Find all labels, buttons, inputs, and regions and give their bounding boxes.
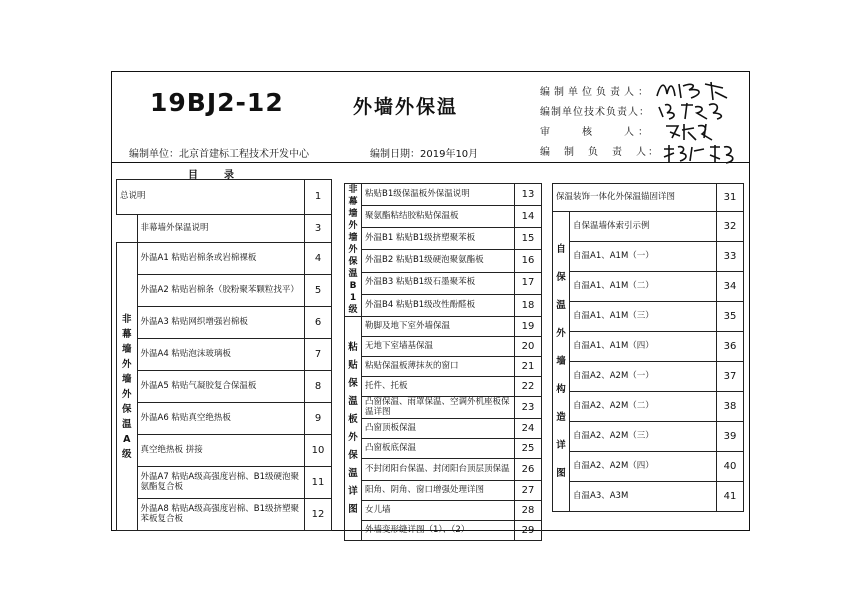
toc-entry-page: 33 [717,242,744,272]
toc-entry-page: 36 [717,332,744,362]
toc-entry-page: 11 [305,467,332,499]
toc-entry-page: 20 [515,337,542,357]
toc-entry-title: 托件、托板 [362,377,515,397]
role-tech-head: 编制单位技术负责人： [540,107,650,118]
toc-entry-title: 不封闭阳台保温、封闭阳台顶层顶保温 [362,459,515,481]
table-row [553,362,744,392]
table-row [117,371,332,403]
toc-entry-page: 32 [717,212,744,242]
toc-entry-title: 外墙变形缝详图（1）、（2） [362,521,515,541]
toc-entry-page: 12 [305,499,332,531]
toc-entry-title: 自温A2、A2M（二） [570,392,717,422]
toc-entry-page: 10 [305,435,332,467]
toc-entry-page: 17 [515,272,542,294]
toc-entry-title: 自温A1、A1M（三） [570,302,717,332]
toc-entry-title: 粘贴保温板薄抹灰的窗口 [362,357,515,377]
role-unit-head: 编制单位负责人： [540,87,652,98]
toc-entry-page: 24 [515,419,542,439]
header-divider [111,162,750,163]
toc-entry-page: 9 [305,403,332,435]
table-row [345,521,542,541]
toc-entry-page: 5 [305,275,332,307]
table-row [345,397,542,419]
toc-entry-page: 15 [515,228,542,250]
table-row [553,422,744,452]
toc-entry-page: 23 [515,397,542,419]
toc-entry-title: 自温A2、A2M（三） [570,422,717,452]
toc-entry-title: 外温B1 粘贴B1级挤塑聚苯板 [362,228,515,250]
table-row [345,459,542,481]
toc-entry-page: 25 [515,439,542,459]
table-row [117,435,332,467]
table-row [117,275,332,307]
toc-entry-page: 21 [515,357,542,377]
role-reviewer: 审 核 人： [540,127,652,138]
toc-entry-page: 27 [515,481,542,501]
table-row [345,272,542,294]
table-row [345,439,542,459]
toc-entry-title: 粘贴B1级保温板外保温说明 [362,184,515,206]
role-chief-editor: 编 制 负 责 人： [540,147,660,158]
toc-entry-page: 41 [717,482,744,512]
toc-entry-title: 自温A2、A2M（一） [570,362,717,392]
toc-entry-title: 自温A3、A3M [570,482,717,512]
toc-entry-title: 外温B4 粘贴B1级改性酚醛板 [362,294,515,316]
table-row [553,332,744,362]
toc-table-left [116,179,332,531]
toc-entry-page: 6 [305,307,332,339]
toc-entry-title: 凸窗顶板保温 [362,419,515,439]
toc-entry-page: 35 [717,302,744,332]
table-row [345,250,542,272]
table-row [345,294,542,316]
atlas-code: 19BJ2-12 [150,88,284,117]
table-row [345,357,542,377]
table-row [345,317,542,337]
toc-heading: 目录 [188,170,260,181]
toc-entry-title: 外温A6 粘贴真空绝热板 [137,403,305,435]
atlas-title: 外墙外保温 [353,96,459,118]
toc-entry-title: 阳角、阴角、窗口增强处理详图 [362,481,515,501]
toc-entry-page: 8 [305,371,332,403]
toc-entry-title: 真空绝热板 拼接 [137,435,305,467]
toc-entry-page: 31 [717,184,744,212]
toc-entry-title: 聚氨酯粘结胶粘贴保温板 [362,206,515,228]
compiling-unit: 编制单位：北京首建标工程技术开发中心 [129,149,309,160]
group-label: 粘贴保温板外保温详图 [345,317,362,541]
toc-entry-page: 29 [515,521,542,541]
toc-entry-title: 勒脚及地下室外墙保温 [362,317,515,337]
table-row [345,377,542,397]
table-row [117,180,332,215]
toc-entry-page: 19 [515,317,542,337]
toc-entry-page: 34 [717,272,744,302]
toc-entry-title: 非幕墙外保温说明 [137,215,305,243]
table-row [345,184,542,206]
toc-entry-page: 37 [717,362,744,392]
toc-entry-title: 无地下室墙基保温 [362,337,515,357]
toc-entry-page: 38 [717,392,744,422]
table-row [345,419,542,439]
toc-entry-page: 40 [717,452,744,482]
table-row [117,339,332,371]
table-row [553,302,744,332]
table-row [345,501,542,521]
toc-entry-page: 3 [305,215,332,243]
table-row [117,307,332,339]
toc-entry-page: 26 [515,459,542,481]
toc-entry-page: 13 [515,184,542,206]
toc-entry-title: 自温A1、A1M（四） [570,332,717,362]
toc-entry-page: 1 [305,180,332,215]
toc-table-middle [344,183,542,541]
table-row [345,337,542,357]
toc-entry-page: 28 [515,501,542,521]
toc-entry-title: 自保温墙体索引示例 [570,212,717,242]
toc-entry-title: 自温A1、A1M（一） [570,242,717,272]
toc-table-right [552,183,744,512]
toc-entry-page: 39 [717,422,744,452]
toc-entry-page: 22 [515,377,542,397]
toc-entry-title: 外温A7 粘贴A级高强度岩棉、B1级硬泡聚氨酯复合板 [137,467,305,499]
compiling-date: 编制日期：2019年10月 [370,149,479,160]
toc-entry-title: 外温A2 粘贴岩棉条（胶粉聚苯颗粒找平） [137,275,305,307]
toc-entry-title: 外温A1 粘贴岩棉条或岩棉裸板 [137,243,305,275]
table-row [553,272,744,302]
table-row [345,228,542,250]
group-label: 非幕墙外墙外保温A级 [117,243,138,531]
table-row [553,392,744,422]
toc-entry-title: 外温A5 粘贴气凝胶复合保温板 [137,371,305,403]
table-row [345,481,542,501]
table-row [553,242,744,272]
group-label: 自保温外墙构造详图 [553,212,570,512]
table-row [553,452,744,482]
toc-entry-title: 凸窗板底保温 [362,439,515,459]
toc-entry-title: 保温装饰一体化外保温锚固详图 [553,184,717,212]
table-row [117,215,332,243]
toc-entry-title: 外温B3 粘贴B1级石墨聚苯板 [362,272,515,294]
toc-entry-page: 4 [305,243,332,275]
toc-entry-page: 14 [515,206,542,228]
toc-entry-title: 女儿墙 [362,501,515,521]
toc-entry-page: 16 [515,250,542,272]
toc-entry-title: 自温A2、A2M（四） [570,452,717,482]
table-row [117,243,332,275]
table-row [553,482,744,512]
toc-entry-title: 外温A8 粘贴A级高强度岩棉、B1级挤塑聚苯板复合板 [137,499,305,531]
blank-cell [117,215,138,243]
table-row [553,184,744,212]
table-row [345,206,542,228]
table-row [117,403,332,435]
toc-entry-page: 18 [515,294,542,316]
toc-entry-title: 外温B2 粘贴B1级硬泡聚氨酯板 [362,250,515,272]
toc-entry-title: 外温A4 粘贴泡沫玻璃板 [137,339,305,371]
toc-entry-title: 自温A1、A1M（二） [570,272,717,302]
signature-2 [655,99,735,121]
group-label: 非幕墙外墙外保温B1级 [345,184,362,317]
toc-entry-title: 外温A3 粘贴网织增强岩棉板 [137,307,305,339]
toc-entry-title: 总说明 [117,180,305,215]
signature-3 [662,120,722,142]
toc-entry-title: 凸窗保温、雨罩保温、空调外机座板保温详图 [362,397,515,419]
toc-entry-page: 7 [305,339,332,371]
table-row [553,212,744,242]
table-row [117,467,332,499]
table-row [117,499,332,531]
